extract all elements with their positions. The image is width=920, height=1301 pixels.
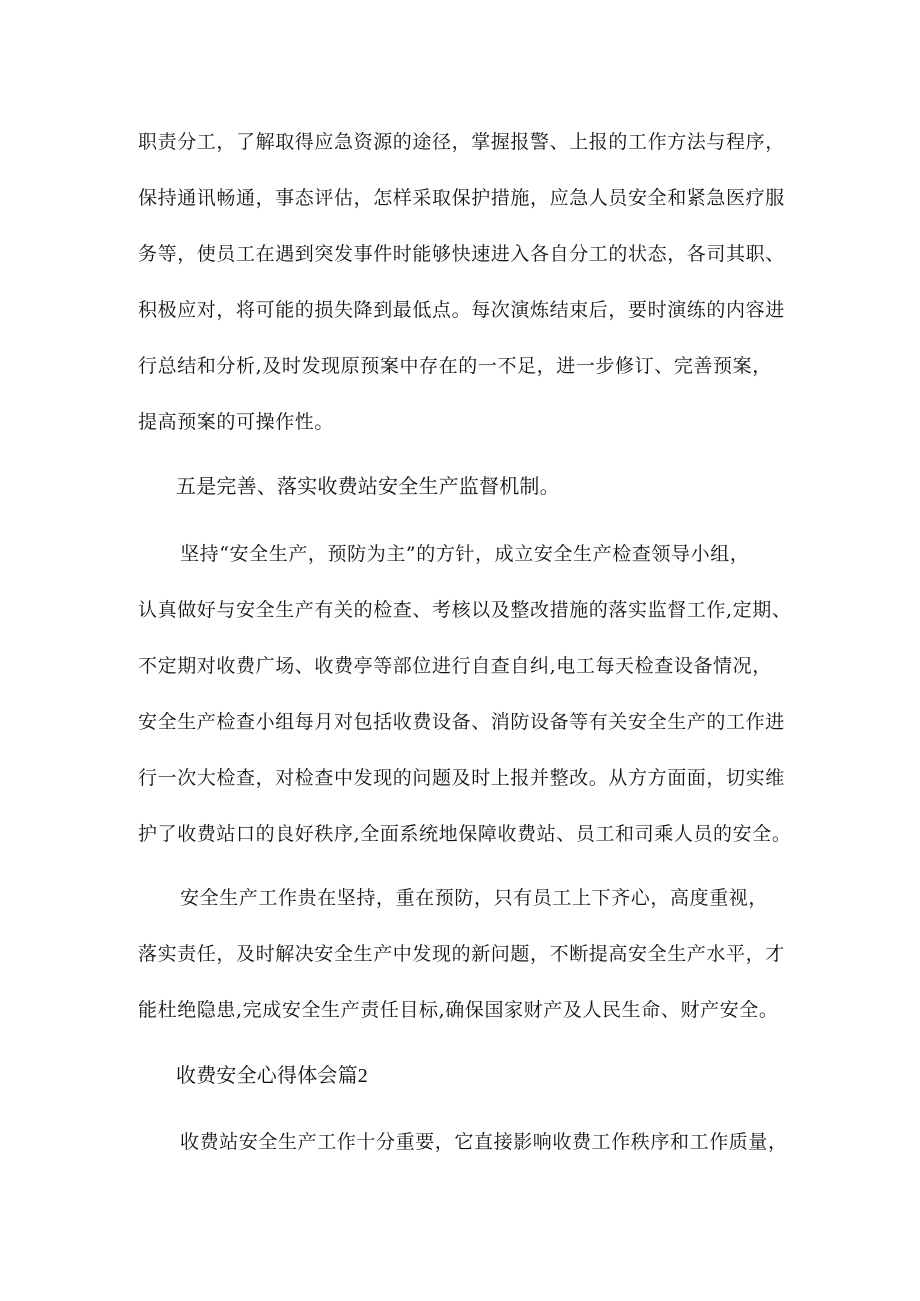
paragraph-line: 认真做好与安全生产有关的检查、考核以及整改措施的落实监督工作,定期、 [138, 599, 792, 621]
paragraph-line: 职责分工，了解取得应急资源的途径，掌握报警、上报的工作方法与程序， [138, 131, 785, 153]
paragraph-line: 护了收费站口的良好秩序,全面系统地保障收费站、员工和司乘人员的安全。 [138, 823, 792, 845]
paragraph-line: 坚持“安全生产，预防为主”的方针，成立安全生产检查领导小组， [180, 543, 750, 565]
paragraph-line: 不定期对收费广场、收费亭等部位进行自查自纠,电工每天检查设备情况， [138, 655, 772, 677]
paragraph-line: 行总结和分析,及时发现原预案中存在的一不足，进一步修订、完善预案， [138, 355, 772, 377]
paragraph-line: 行一次大检查，对检查中发现的问题及时上报并整改。从方方面面，切实维 [138, 767, 785, 789]
paragraph-line: 落实责任，及时解决安全生产中发现的新问题，不断提高安全生产水平，才 [138, 943, 785, 965]
paragraph-line: 能杜绝隐患,完成安全生产责任目标,确保国家财产及人民生命、财产安全。 [138, 999, 779, 1021]
paragraph-line: 务等，使员工在遇到突发事件时能够快速进入各自分工的状态，各司其职、 [138, 243, 785, 265]
article-title: 收费安全心得体会篇2 [176, 1065, 368, 1087]
paragraph-line: 安全生产检查小组每月对包括收费设备、消防设备等有关安全生产的工作进 [138, 711, 785, 733]
paragraph-line: 保持通讯畅通，事态评估，怎样采取保护措施，应急人员安全和紧急医疗服 [138, 187, 785, 209]
section-heading: 五是完善、落实收费站安全生产监督机制。 [176, 476, 560, 498]
paragraph-line: 安全生产工作贵在坚持，重在预防，只有员工上下齐心，高度重视， [180, 887, 769, 909]
paragraph-line: 收费站安全生产工作十分重要，它直接影响收费工作秩序和工作质量， [180, 1131, 788, 1153]
paragraph-line: 积极应对，将可能的损失降到最低点。每次演炼结束后，要时演练的内容进 [138, 299, 785, 321]
paragraph-line: 提高预案的可操作性。 [138, 411, 335, 433]
